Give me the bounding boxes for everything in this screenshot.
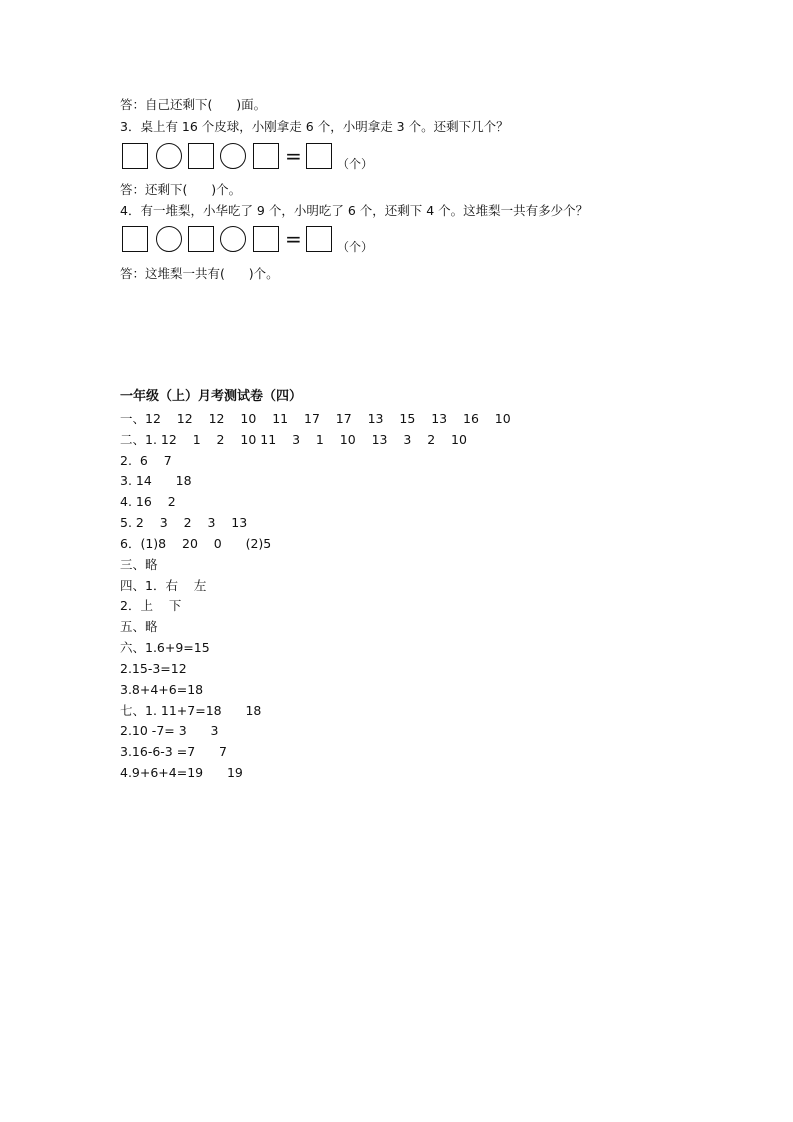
unit-label: （个） bbox=[337, 157, 374, 171]
answer-key-line: 一、12 12 12 10 11 17 17 13 15 13 16 10 bbox=[120, 411, 511, 426]
answer-line-4: 答：这堆梨一共有( )个。 bbox=[120, 266, 279, 281]
answer-key-line: 三、略 bbox=[120, 557, 158, 572]
answer-key-line: 3.16-6-3 =7 7 bbox=[120, 744, 227, 759]
answer-line-3: 答：还剩下( )个。 bbox=[120, 182, 242, 197]
answer-key-line: 2.15-3=12 bbox=[120, 661, 187, 676]
answer-key-line: 六、1.6+9=15 bbox=[120, 640, 210, 655]
answer-key-line: 3. 14 18 bbox=[120, 473, 192, 488]
answer-key-line: 6．(1)8 20 0 (2)5 bbox=[120, 536, 272, 551]
answer-box bbox=[122, 226, 148, 252]
answer-box bbox=[253, 226, 279, 252]
operator-circle bbox=[156, 143, 182, 169]
question-4: 4．有一堆梨，小华吃了 9 个，小明吃了 6 个，还剩下 4 个。这堆梨一共有多少个？ bbox=[120, 203, 589, 218]
answer-box bbox=[253, 143, 279, 169]
answer-key-line: 二、1. 12 1 2 10 11 3 1 10 13 3 2 10 bbox=[120, 432, 467, 447]
answer-key-title: 一年级（上）月考测试卷（四） bbox=[120, 389, 303, 404]
answer-key-line: 5. 2 3 2 3 13 bbox=[120, 515, 248, 530]
result-box bbox=[306, 226, 332, 252]
answer-box bbox=[188, 226, 214, 252]
equation-boxes-q3 bbox=[120, 143, 390, 173]
answer-key-line: 五、略 bbox=[120, 619, 158, 634]
unit-label: （个） bbox=[337, 240, 374, 254]
operator-circle bbox=[156, 226, 182, 252]
answer-box bbox=[122, 143, 148, 169]
equation-boxes-q4 bbox=[120, 226, 390, 256]
answer-line-previous: 答：自己还剩下( )面。 bbox=[120, 97, 267, 112]
operator-circle bbox=[220, 143, 246, 169]
answer-key-line: 四、1．右 左 bbox=[120, 578, 207, 593]
answer-key-line: 七、1. 11+7=18 18 bbox=[120, 703, 262, 718]
question-3: 3．桌上有 16 个皮球，小刚拿走 6 个，小明拿走 3 个。还剩下几个？ bbox=[120, 119, 509, 134]
answer-key-line: 4. 16 2 bbox=[120, 494, 176, 509]
answer-key-line: 2．上 下 bbox=[120, 598, 182, 613]
operator-circle bbox=[220, 226, 246, 252]
answer-box bbox=[188, 143, 214, 169]
answer-key-line: 4.9+6+4=19 19 bbox=[120, 765, 243, 780]
equals-sign: = bbox=[285, 144, 302, 168]
result-box bbox=[306, 143, 332, 169]
answer-key-line: 3.8+4+6=18 bbox=[120, 682, 204, 697]
equals-sign: = bbox=[285, 227, 302, 251]
answer-key-line: 2. 6 7 bbox=[120, 453, 172, 468]
answer-key-line: 2.10 -7= 3 3 bbox=[120, 723, 219, 738]
